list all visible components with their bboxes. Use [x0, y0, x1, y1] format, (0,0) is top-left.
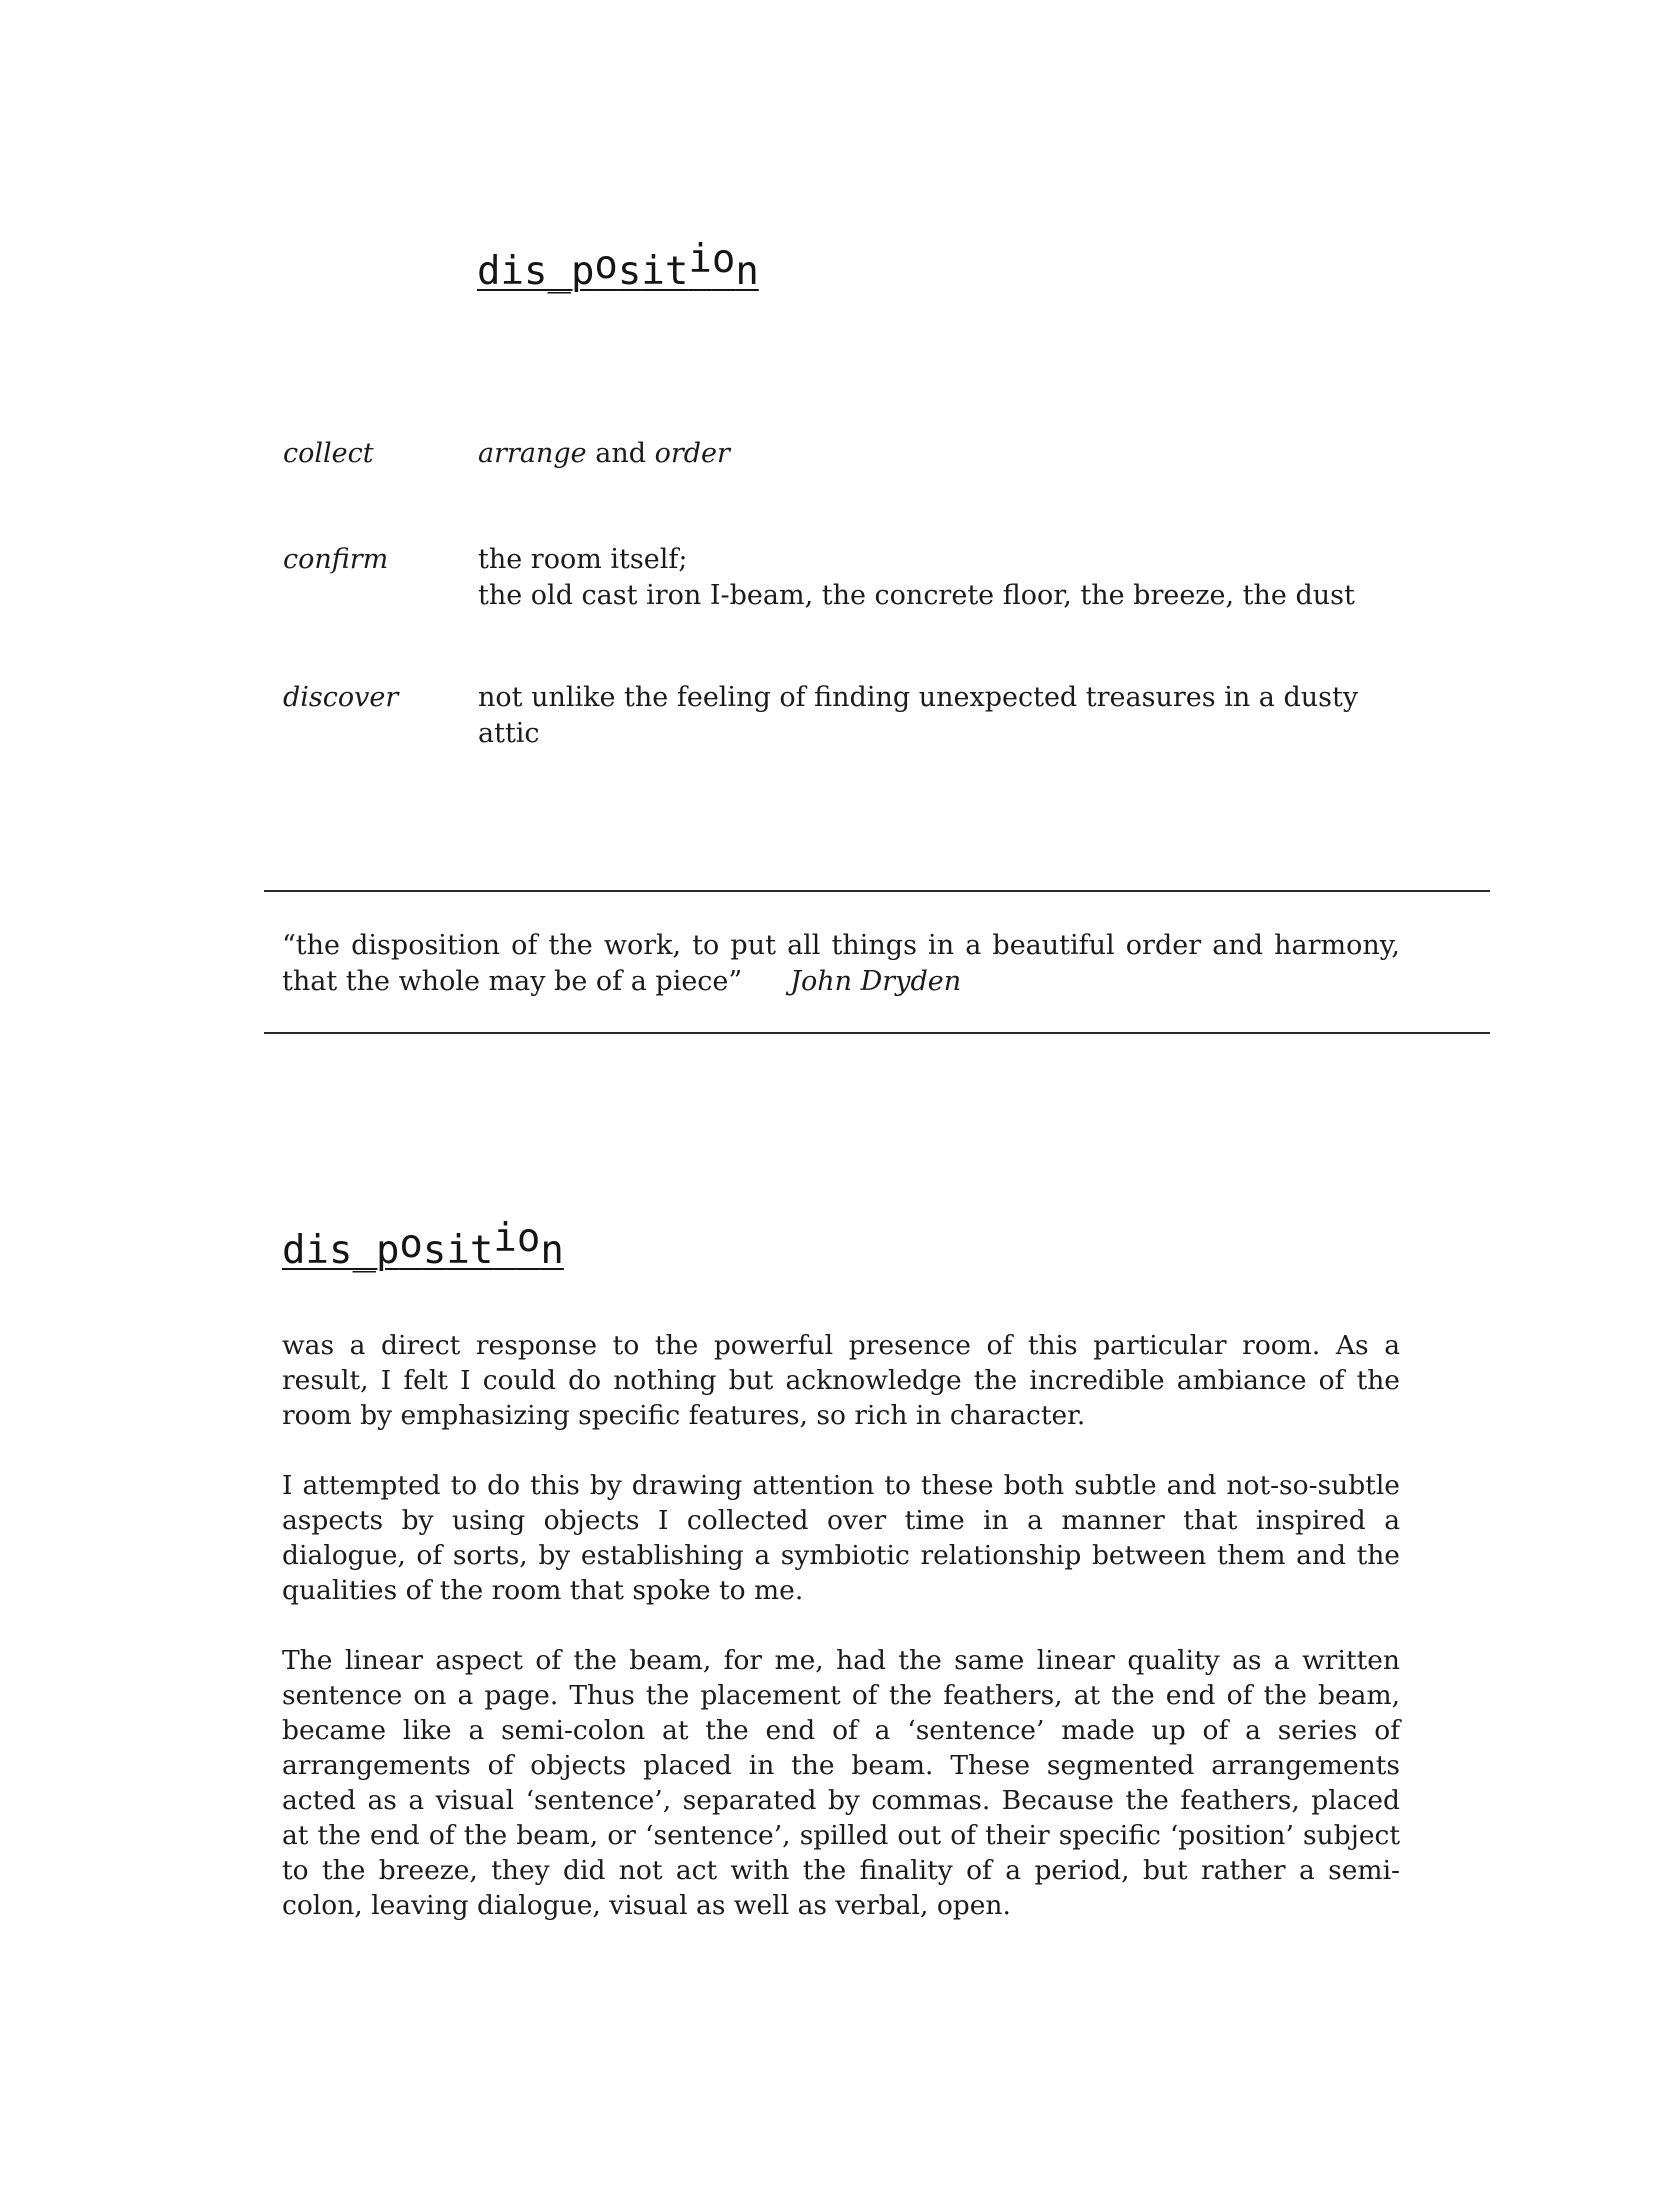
- section-title: [282, 1216, 564, 1273]
- body-paragraph: was a direct response to the powerful presence of this particular room. As a result, I felt I could do nothing but acknowledge the incredible ambiance of the room by emphasizing specific features, so rich in character.: [282, 1330, 1400, 1431]
- title-part: n: [735, 249, 759, 294]
- page-title: [477, 237, 759, 294]
- title-part: dis: [282, 1228, 353, 1273]
- title-part: o: [594, 243, 618, 288]
- quote-text: “the disposition of the work, to put all things in a beautiful order and harmony, that the whole may be of a piece”: [282, 930, 1400, 997]
- definition-text: [478, 436, 1398, 472]
- title-part: o: [711, 237, 736, 282]
- definition-italic: order: [654, 438, 730, 469]
- definition-line: the old cast iron I-beam, the concrete floor, the breeze, the dust: [478, 580, 1355, 611]
- definition-text: [478, 542, 1398, 614]
- body-text: [282, 1328, 1400, 1958]
- title-part: s: [422, 1228, 447, 1273]
- body-paragraph: The linear aspect of the beam, for me, had the same linear quality as a written sentence on a page. Thus the placement of the feathers, at the end of the beam, became like a semi-colon at the end of a ‘sentence’ made up of a series of arrangements of objects placed in the beam. These segmented arrangements acted as a visual ‘sentence’, separated by commas. Because the feathers, placed at the end of the beam, or ‘sentence’, spilled out of their specific ‘position’ subject to the breeze, they did not act with the finality of a period, but rather a semi-colon, leaving dialogue, visual as well as verbal, open.: [282, 1645, 1400, 1921]
- title-part: o: [516, 1216, 541, 1261]
- divider: [264, 890, 1490, 892]
- definition-connector: and: [586, 438, 655, 469]
- title-part: s: [617, 249, 642, 294]
- definition-term: confirm: [283, 544, 389, 575]
- title-part: dis: [477, 249, 548, 294]
- definition-term: collect: [283, 438, 374, 469]
- quote-author: John Dryden: [790, 966, 962, 997]
- title-part: it: [446, 1228, 494, 1273]
- title-part: it: [641, 249, 689, 294]
- title-part: _: [352, 1228, 376, 1273]
- body-paragraph: I attempted to do this by drawing attention to these both subtle and not-so-subtle aspects by using objects I collected over time in a manner that inspired a dialogue, of sorts, by establishing a symbiotic relationship between them and the qualities of the room that spoke to me.: [282, 1470, 1400, 1606]
- title-part: i: [493, 1216, 517, 1261]
- quotation: [282, 928, 1400, 1000]
- title-part: o: [399, 1222, 423, 1267]
- definition-term: discover: [283, 682, 399, 713]
- title-part: p: [375, 1228, 400, 1273]
- title-part: _: [547, 249, 571, 294]
- title-part: p: [570, 249, 595, 294]
- definition-italic: arrange: [478, 438, 587, 469]
- title-part: n: [540, 1228, 564, 1273]
- title-part: i: [688, 237, 712, 282]
- definition-line: the room itself;: [478, 544, 688, 575]
- definition-text: not unlike the feeling of finding unexpected treasures in a dusty attic: [478, 682, 1359, 749]
- divider: [264, 1032, 1490, 1034]
